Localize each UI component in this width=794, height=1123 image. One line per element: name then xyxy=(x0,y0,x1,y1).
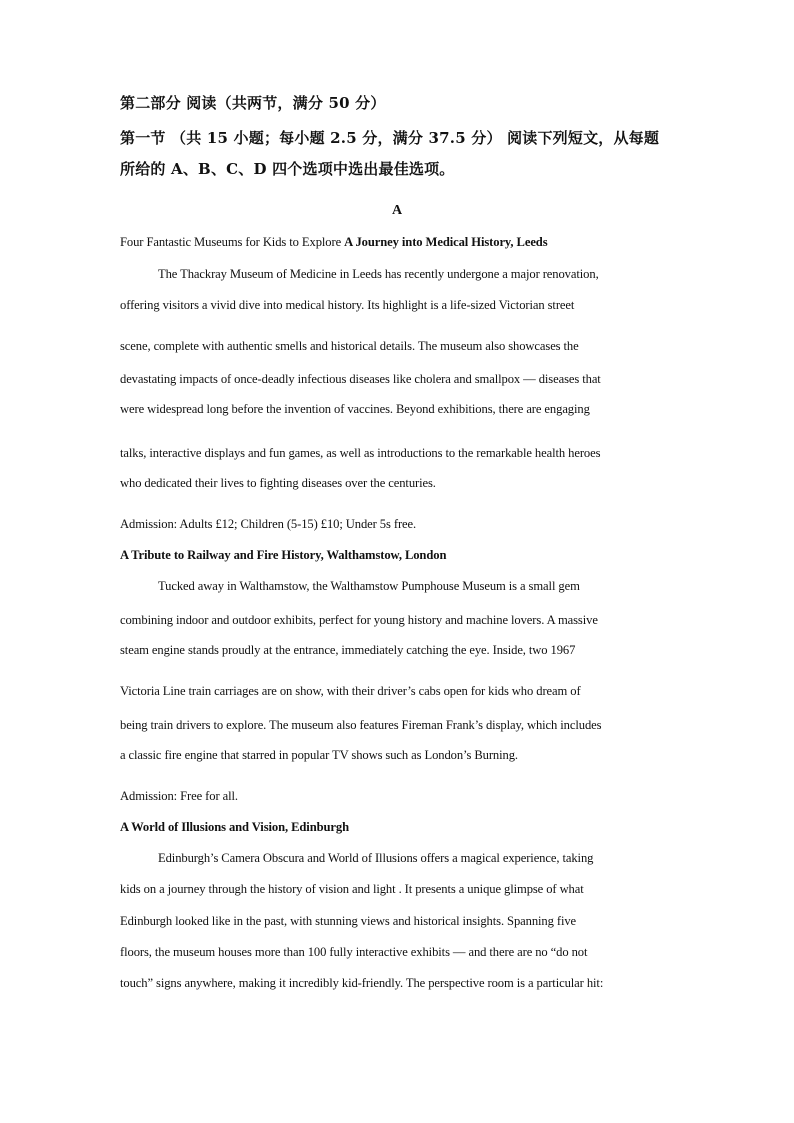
museum-3-line: kids on a journey through the history of vision and light . It presents a unique glimpse of what xyxy=(120,882,584,896)
museum-2-line: Victoria Line train carriages are on show, with their driver’s cabs open for kids who dream of xyxy=(120,684,581,698)
museum-2-line: combining indoor and outdoor exhibits, perfect for young history and machine lovers. A massive xyxy=(120,613,598,627)
museum-3-line: Edinburgh looked like in the past, with stunning views and historical insights. Spanning five xyxy=(120,914,577,928)
museum-1-line: offering visitors a vivid dive into medical history. Its highlight is a life-sized Victorian street xyxy=(120,298,575,312)
museum-2-title: A Tribute to Railway and Fire History, Walthamstow, London xyxy=(120,548,447,562)
section-instruction-line-2: 所给的 A、B、C、D 四个选项中选出最佳选项。 xyxy=(120,160,455,178)
museum-1-line: scene, complete with authentic smells and historical details. The museum also showcases the xyxy=(120,339,579,353)
museum-1-line: who dedicated their lives to fighting diseases over the centuries. xyxy=(120,476,436,490)
part-title: 第二部分 阅读（共两节，满分 50 分） xyxy=(120,94,386,112)
museum-3-title: A World of Illusions and Vision, Edinburgh xyxy=(120,820,350,834)
section-instruction-line-1: 第一节 （共 15 小题；每小题 2.5 分，满分 37.5 分） 阅读下列短文，从每题 xyxy=(120,129,660,147)
museum-2-line: Tucked away in Walthamstow, the Walthamstow Pumphouse Museum is a small gem xyxy=(158,579,580,593)
museum-1-line: were widespread long before the invention of vaccines. Beyond exhibitions, there are engaging xyxy=(120,402,590,416)
intro-text: Four Fantastic Museums for Kids to Explore xyxy=(120,235,345,249)
museum-2-admission: Admission: Free for all. xyxy=(120,789,238,803)
museum-2-line: steam engine stands proudly at the entrance, immediately catching the eye. Inside, two 1967 xyxy=(120,643,576,657)
museum-1-line: devastating impacts of once-deadly infectious diseases like cholera and smallpox — diseases that xyxy=(120,372,601,386)
museum-3-line: touch” signs anywhere, making it incredibly kid-friendly. The perspective room is a particular hit: xyxy=(120,976,604,990)
museum-2-line: being train drivers to explore. The museum also features Fireman Frank’s display, which includes xyxy=(120,718,602,732)
passage-letter: A xyxy=(391,203,403,218)
museum-1-line: talks, interactive displays and fun games, as well as introductions to the remarkable health heroes xyxy=(120,446,601,460)
museum-3-line: Edinburgh’s Camera Obscura and World of Illusions offers a magical experience, taking xyxy=(158,851,594,865)
museum-1-line: The Thackray Museum of Medicine in Leeds has recently undergone a major renovation, xyxy=(158,267,599,281)
museum-2-line: a classic fire engine that starred in popular TV shows such as London’s Burning. xyxy=(120,748,518,762)
museum-1-admission: Admission: Adults £12; Children (5-15) £10; Under 5s free. xyxy=(120,517,417,531)
museum-3-line: floors, the museum houses more than 100 fully interactive exhibits — and there are no “do not xyxy=(120,945,588,959)
museum-1-title: A Journey into Medical History, Leeds xyxy=(344,235,548,249)
passage-intro xyxy=(120,234,548,250)
